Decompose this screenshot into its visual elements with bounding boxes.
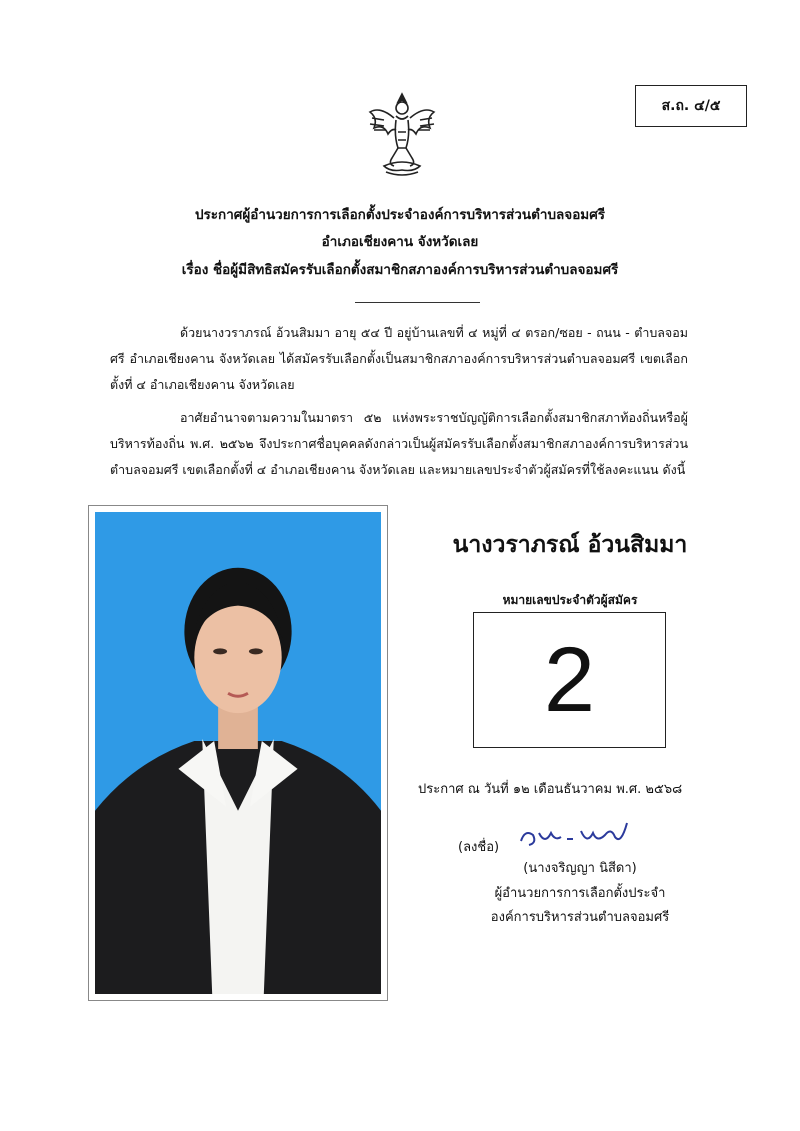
candidate-number: 2 [543,629,596,731]
candidate-photo [95,512,381,994]
sign-label: (ลงชื่อ) [458,840,500,855]
announcement-date: ประกาศ ณ วันที่ ๑๒ เดือนธันวาคม พ.ศ. ๒๕๖๘ [418,782,683,797]
signer-name: (นางจริญญา นิสีดา) [523,861,637,876]
header-divider [355,302,480,303]
garuda-emblem-icon [364,88,440,180]
form-code: ส.ถ. ๔/๕ [661,98,721,114]
candidate-photo-frame [88,505,388,1001]
header-district: อำเภอเชียงคาน จังหวัดเลย [321,234,479,250]
body-paragraph-2: อาศัยอำนาจตามความในมาตรา ๕๒ แห่งพระราชบัญญัติการเลือกตั้งสมาชิกสภาท้องถิ่นหรือผู้บริหารท้องถิ่น พ.ศ. ๒๕๖๒ จึงประกาศชื่อบุคคลดังกล่าวเป็นผู้สมัครรับเลือกตั้งสมาชิกสภาองค์การบริหารส่วนตำบลจอมศรี เขตเลือกตั้งที่ ๔ อำเภอเชียงคาน จังหวัดเลย และหมายเลขประจำตัวผู้สมัครที่ใช้ลงคะแนน ดังนี้ [110,410,688,477]
header-title: ประกาศผู้อำนวยการการเลือกตั้งประจำองค์การบริหารส่วนตำบลจอมศรี [194,207,606,223]
signer-title-1: ผู้อำนวยการการเลือกตั้งประจำ [494,886,666,901]
header-subject: เรื่อง ชื่อผู้มีสิทธิสมัครรับเลือกตั้งสมาชิกสภาองค์การบริหารส่วนตำบลจอมศรี [181,262,619,278]
body-paragraph-1: ด้วยนางวราภรณ์ อ้วนสิมมา อายุ ๕๔ ปี อยู่บ้านเลขที่ ๔ หมู่ที่ ๔ ตรอก/ซอย - ถนน - ตำบลจอมศรี อำเภอเชียงคาน จังหวัดเลย ได้สมัครรับเลือกตั้งเป็นสมาชิกสภาองค์การบริหารส่วนตำบลจอมศรี เขตเลือกตั้งที่ ๔ อำเภอเชียงคาน จังหวัดเลย [110,325,688,392]
candidate-name: นางวราภรณ์ อ้วนสิมมา [452,532,688,558]
handwritten-signature [515,815,635,855]
form-code-box [635,85,747,127]
signer-title-2: องค์การบริหารส่วนตำบลจอมศรี [490,910,670,925]
candidate-number-label: หมายเลขประจำตัวผู้สมัคร [502,593,638,607]
candidate-number-box [473,612,666,748]
